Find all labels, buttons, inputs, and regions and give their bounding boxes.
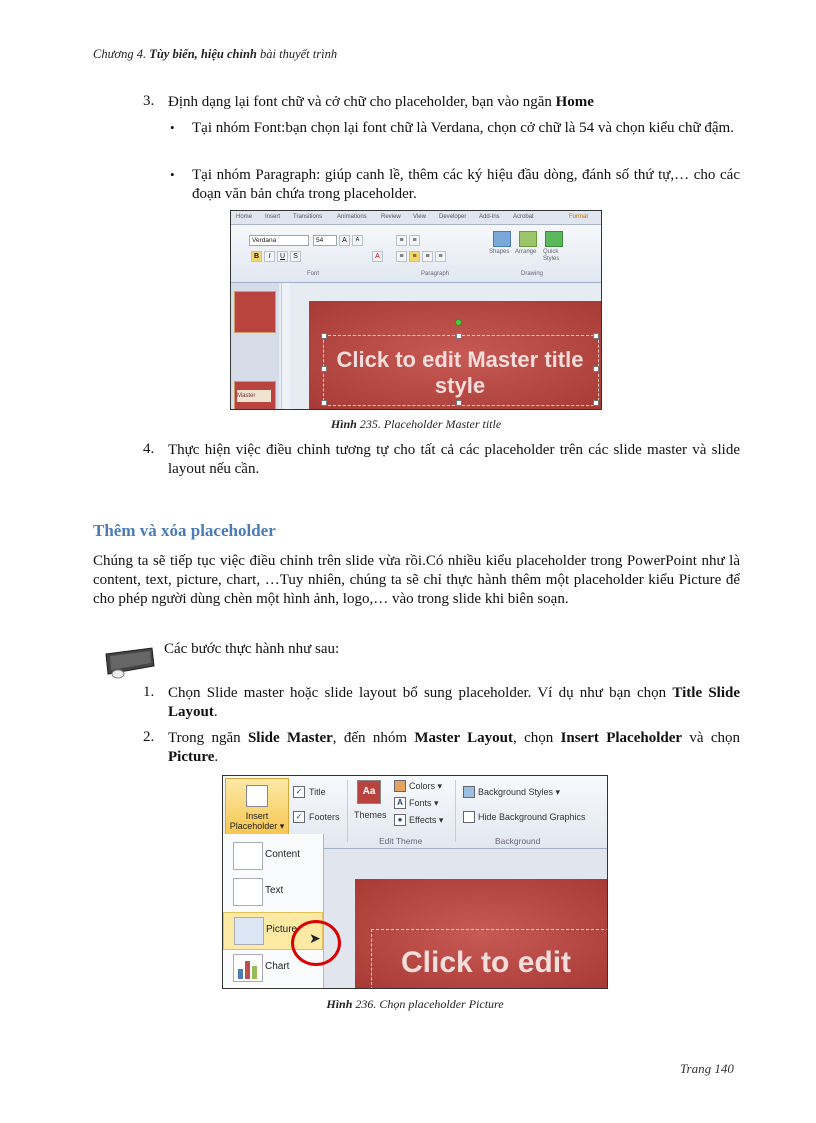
ribbon-separator	[347, 780, 348, 842]
tab-developer[interactable]: Developer	[439, 214, 467, 220]
figure-236-screenshot	[222, 775, 608, 989]
align-left-icon[interactable]: ≡	[396, 251, 407, 262]
effects-button[interactable]: Effects ▾	[409, 815, 444, 825]
menu-item-label: Picture	[266, 924, 298, 935]
shrink-font-icon[interactable]: A	[352, 235, 363, 246]
menu-item-label: Text	[265, 885, 284, 896]
ribbon-separator	[455, 780, 456, 842]
chapter-title-rest: bài thuyết trình	[260, 47, 338, 61]
resize-handle[interactable]	[321, 400, 327, 406]
step-3-bold: Home	[555, 94, 594, 110]
step-2-t5: .	[214, 749, 219, 765]
bullets-icon[interactable]: ≡	[396, 235, 407, 246]
step-1-text	[168, 684, 740, 722]
panel-scrollbar[interactable]	[281, 283, 290, 409]
menu-item-content[interactable]	[223, 838, 323, 874]
step-1-body: Chọn Slide master hoặc slide layout bổ sung placeholder. Ví dụ như bạn chọn	[168, 685, 667, 701]
resize-handle[interactable]	[321, 366, 327, 372]
caption-label: Hình	[330, 417, 357, 431]
step-1-end: .	[213, 704, 218, 720]
tab-acrobat[interactable]: Acrobat	[513, 214, 534, 220]
step-3-text	[168, 93, 740, 112]
hide-bg-checkbox[interactable]	[463, 811, 475, 823]
chapter-number: Chương 4.	[93, 47, 147, 61]
step-3-number: 3.	[143, 93, 155, 109]
keyboard-icon	[102, 644, 156, 680]
title-checkbox-label: Title	[309, 787, 326, 797]
tab-animations[interactable]: Animations	[337, 214, 367, 220]
themes-label[interactable]: Themes	[354, 810, 387, 820]
background-styles-button[interactable]: Background Styles ▾	[478, 787, 561, 797]
numbering-icon[interactable]: ≡	[409, 235, 420, 246]
resize-handle[interactable]	[321, 333, 327, 339]
insert-label-line1: Insert	[245, 811, 269, 821]
figure-236-caption	[222, 997, 608, 1012]
group-drawing: Drawing	[521, 271, 544, 277]
resize-handle[interactable]	[593, 366, 599, 372]
step-2-b1: Slide Master	[247, 730, 333, 746]
step-3-body: Định dạng lại font chữ và cở chữ cho placeholder, bạn vào ngăn	[168, 94, 552, 110]
caption-label: Hình	[326, 997, 353, 1011]
caption-text: 235. Placeholder Master title	[359, 417, 502, 431]
menu-item-label: Chart	[265, 961, 290, 972]
strike-icon[interactable]: S	[290, 251, 301, 262]
resize-handle[interactable]	[456, 333, 462, 339]
step-2-b2: Master Layout	[414, 730, 514, 746]
insert-placeholder-button[interactable]	[225, 778, 289, 836]
quick-styles-icon[interactable]	[545, 231, 563, 247]
text-icon	[233, 878, 263, 906]
slide-title-text: Click to edit Master title style	[336, 347, 584, 398]
step-2-t1: Trong ngăn	[168, 730, 241, 746]
step-4-number: 4.	[143, 441, 155, 457]
insert-placeholder-icon	[246, 785, 268, 807]
figure-235-screenshot	[230, 210, 602, 410]
tab-transitions[interactable]: Transitions	[293, 214, 323, 220]
ribbon-tabs	[231, 211, 601, 225]
menu-item-text[interactable]	[223, 874, 323, 910]
quick-styles-label: Quick Styles	[543, 249, 560, 262]
justify-icon[interactable]: ≡	[435, 251, 446, 262]
step-2-t4: và chọn	[689, 730, 741, 746]
bullet-1-text: Tại nhóm Font:bạn chọn lại font chữ là Verdana, chọn cở chữ là 54 và chọn kiểu chữ đậm.	[192, 120, 734, 136]
tab-view[interactable]: View	[413, 214, 426, 220]
rotate-handle[interactable]	[455, 319, 462, 326]
slide-panel	[231, 283, 279, 409]
tab-format[interactable]: Format	[569, 214, 589, 220]
mouse-cursor-icon: ➤	[309, 930, 321, 946]
step-2-number: 2.	[143, 729, 155, 745]
slide-title-text: Click to edit	[401, 946, 572, 979]
page-number: Trang 140	[680, 1061, 734, 1076]
font-name-box[interactable]: Verdana	[249, 235, 309, 246]
align-right-icon[interactable]: ≡	[422, 251, 433, 262]
bold-icon[interactable]: B	[251, 251, 262, 262]
bullet-2-text: Tại nhóm Paragraph: giúp canh lề, thêm các ký hiệu đầu dòng, đánh số thứ tự,… cho các đoạn văn bản chứa trong placeholder.	[192, 167, 740, 202]
picture-icon	[234, 917, 264, 945]
step-2-t3: , chọn	[513, 730, 554, 746]
hide-bg-label: Hide Background Graphics	[478, 812, 586, 822]
shapes-icon[interactable]	[493, 231, 511, 247]
shapes-label: Shapes	[489, 249, 510, 255]
effects-icon[interactable]: ●	[394, 814, 406, 826]
colors-button[interactable]: Colors ▾	[409, 781, 443, 791]
group-paragraph: Paragraph	[421, 271, 450, 277]
step-2-b3: Insert Placeholder	[560, 730, 683, 746]
tab-addins[interactable]: Add-Ins	[479, 214, 500, 220]
bullet-1-symbol: •	[170, 120, 175, 135]
caption-text: 236. Chọn placeholder Picture	[355, 997, 504, 1011]
tab-insert[interactable]: Insert	[265, 214, 281, 220]
fonts-icon[interactable]: A	[394, 797, 406, 809]
tab-review[interactable]: Review	[381, 214, 401, 220]
resize-handle[interactable]	[593, 400, 599, 406]
slide-thumbnail-2[interactable]	[234, 381, 276, 410]
step-2-text	[168, 729, 740, 767]
arrange-label: Arrange	[515, 249, 537, 255]
page-header	[93, 47, 337, 62]
font-color-icon[interactable]: A	[372, 251, 383, 262]
chart-icon	[233, 954, 263, 982]
group-font: Font	[307, 271, 320, 277]
grow-font-icon[interactable]: A	[339, 235, 350, 246]
font-size-box[interactable]: 54	[313, 235, 337, 246]
footers-checkbox[interactable]: ✓	[293, 811, 305, 823]
background-group: Background	[495, 836, 541, 846]
content-icon	[233, 842, 263, 870]
background-styles-icon[interactable]	[463, 786, 475, 798]
title-checkbox[interactable]: ✓	[293, 786, 305, 798]
footers-checkbox-label: Footers	[309, 812, 340, 822]
colors-icon[interactable]	[394, 780, 406, 792]
insert-label-line2: Placeholder ▾	[229, 821, 285, 831]
menu-item-label: Content	[265, 849, 301, 860]
resize-handle[interactable]	[456, 400, 462, 406]
italic-icon[interactable]: I	[264, 251, 275, 262]
edit-theme-group: Edit Theme	[379, 836, 423, 846]
intro-paragraph: Chúng ta sẽ tiếp tục việc điều chỉnh trên slide vừa rồi.Có nhiều kiểu placeholder trong PowerPoint như là content, text, picture, chart, …Tuy nhiên, chúng ta sẽ chỉ thực hành thêm một placeholder kiểu Picture để cho phép người dùng chèn một hình ảnh, logo,… vào trong slide khi biên soạn.	[93, 553, 740, 607]
bullet-2-symbol: •	[170, 167, 175, 182]
insert-placeholder-label	[228, 811, 286, 831]
arrange-icon[interactable]	[519, 231, 537, 247]
step-4-text: Thực hiện việc điều chỉnh tương tự cho tất cả các placeholder trên các slide master và slide layout nếu cần.	[168, 442, 740, 477]
tab-home[interactable]: Home	[236, 214, 253, 220]
thumb-label: Master	[237, 390, 271, 402]
step-2-t2: , đến nhóm	[332, 730, 407, 746]
chapter-title: Tùy biến, hiệu chỉnh	[149, 47, 257, 61]
resize-handle[interactable]	[593, 333, 599, 339]
step-1-number: 1.	[143, 684, 155, 700]
themes-icon[interactable]: Aa	[357, 780, 381, 804]
figure-235-caption	[230, 417, 602, 432]
fonts-button[interactable]: Fonts ▾	[409, 798, 439, 808]
practice-label: Các bước thực hành như sau:	[164, 641, 340, 657]
slide-thumbnail[interactable]	[234, 291, 276, 333]
section-heading: Thêm và xóa placeholder	[93, 521, 276, 540]
underline-icon[interactable]: U	[277, 251, 288, 262]
step-2-b4: Picture	[168, 749, 215, 765]
align-center-icon[interactable]: ≡	[409, 251, 420, 262]
step-1-bold: Title Slide Layout	[168, 685, 741, 720]
